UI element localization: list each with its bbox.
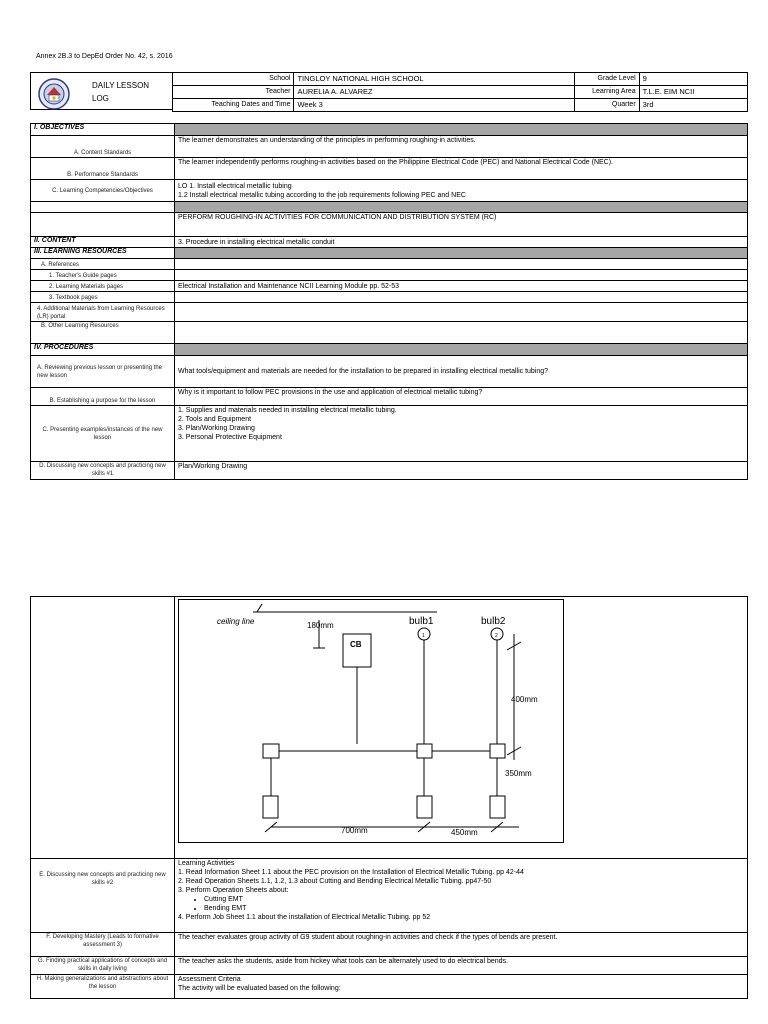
bulb2-number: 2 [495, 633, 498, 639]
outlet-left [263, 796, 278, 818]
presenting-item-4: 3. Personal Protective Equipment [178, 434, 282, 441]
tg-pages-label: 1. Teacher's Guide pages [31, 270, 175, 281]
grade-value: 9 [639, 73, 747, 86]
dim-350-label: 350mm [505, 769, 532, 778]
activity-4: 4. Perform Job Sheet 1.1 about the installation of Electrical Metallic Tubing. pp 52 [178, 914, 431, 921]
dim-180-label: 180mm [307, 621, 334, 630]
rc-text: PERFORM ROUGHING-IN ACTIVITIES FOR COMMUNICATION AND DISTRIBUTION SYSTEM (RC) [175, 213, 748, 237]
dim-450-label: 450mm [451, 828, 478, 837]
objectives-heading: I. OBJECTIVES [31, 124, 175, 136]
competencies-text [175, 180, 748, 202]
other-resources-label: B. Other Learning Resources [31, 322, 175, 344]
lesson-table [30, 123, 748, 480]
procedures-heading: IV. PROCEDURES [31, 344, 175, 356]
content-standards-label: A. Content Standards [31, 136, 175, 158]
bulb1-label: bulb1 [409, 616, 434, 627]
applications-text: The teacher asks the students, aside from hickey what tools can be alternately used to do electrical bends. [175, 957, 748, 975]
bulb2-label: bulb2 [481, 616, 506, 627]
content-heading: II. CONTENT [31, 237, 175, 248]
presenting-label: C. Presenting examples/instances of the new lesson [31, 406, 175, 462]
tg-pages-value [175, 270, 748, 281]
dates-value: Week 3 [294, 99, 574, 112]
resources-bar [175, 248, 748, 259]
header-table [172, 72, 748, 112]
presenting-item-3: 3. Plan/Working Drawing [178, 425, 255, 432]
discussing-1-label: D. Discussing new concepts and practicing new skills #1 [31, 462, 175, 480]
blank-label [31, 202, 175, 213]
area-label: Learning Area [574, 86, 639, 99]
teacher-value: AURELIA A. ALVAREZ [294, 86, 574, 99]
content-standards-text: The learner demonstrates an understanding of the principles in performing roughing-in activities. [175, 136, 748, 158]
assessment-criteria [175, 975, 748, 999]
operation-sheets-list [178, 895, 744, 913]
activity-3b: • Bending EMT [204, 904, 744, 913]
activity-3: 3. Perform Operation Sheets about: [178, 887, 289, 894]
lm-pages-label: 2. Learning Materials pages [31, 281, 175, 292]
lr-portal-value [175, 303, 748, 322]
deped-seal-icon [38, 78, 70, 110]
dim-400-label: 400mm [511, 695, 538, 704]
presenting-item-1: 1. Supplies and materials needed in installing electrical metallic tubing. [178, 407, 397, 414]
purpose-text: Why is it important to follow PEC provisions in the use and application of electrical metallic tubing? [175, 388, 748, 406]
textbook-pages-value [175, 292, 748, 303]
box-left [263, 744, 279, 758]
textbook-pages-label: 3. Textbook pages [31, 292, 175, 303]
dll-title [92, 79, 149, 105]
dll-title-line1: DAILY LESSON [92, 81, 150, 90]
blank-bar [175, 202, 748, 213]
teacher-label: Teacher [173, 86, 294, 99]
mastery-label: F. Developing Mastery (Leads to formative assessment 3) [31, 933, 175, 957]
annex-reference: Annex 2B.3 to DepEd Order No. 42, s. 2016 [36, 53, 173, 60]
activity-3a: • Cutting EMT [204, 895, 744, 904]
lm-pages-value: Electrical Installation and Maintenance NCII Learning Module pp. 52-53 [175, 281, 748, 292]
quarter-label: Quarter [574, 99, 639, 112]
outlet-middle [417, 796, 432, 818]
presenting-item-2: 2. Tools and Equipment [178, 416, 252, 423]
performance-standards-label: B. Performance Standards [31, 158, 175, 180]
competencies-line2: 1.2 Install electrical metallic tubing according to the job requirements following PEC and NEC [178, 191, 466, 199]
generalizations-label: H. Making generalizations and abstractions about the lesson [31, 975, 175, 999]
competencies-label: C. Learning Competencies/Objectives [31, 180, 175, 202]
area-value: T.L.E. EIM NCII [639, 86, 747, 99]
reviewing-label: A. Reviewing previous lesson or presenting the new lesson [31, 356, 175, 388]
resources-heading: III. LEARNING RESOURCES [31, 248, 175, 259]
dim-700-label: 700mm [341, 826, 368, 835]
lr-portal-label: 4. Additional Materials from Learning Resources (LR) portal [31, 303, 175, 322]
working-drawing-svg [179, 600, 562, 841]
applications-label: G. Finding practical applications of concepts and skills in daily living [31, 957, 175, 975]
working-drawing [178, 599, 564, 843]
quarter-value: 3rd [639, 99, 747, 112]
box-middle [417, 744, 432, 758]
activities-title: Learning Activities [178, 860, 235, 867]
discussing-2-label: E. Discussing new concepts and practicing new skills #2 [31, 859, 175, 933]
performance-standards-text: The learner independently performs roughing-in activities based on the Philippine Electrical Code (PEC) and National Electrical Code (NEC). [175, 158, 748, 180]
bulb1-number: 1 [422, 633, 425, 639]
competencies-line1: LO 1. Install electrical metallic tubing [178, 182, 292, 190]
content-text: 3. Procedure in installing electrical metallic conduit [175, 237, 748, 248]
mastery-text: The teacher evaluates group activity of G9 student about roughing-in activities and check if the types of bends are present. [175, 933, 748, 957]
school-label: School [173, 73, 294, 86]
activity-2: 2. Read Operation Sheets 1.1, 1.2, 1.3 about Cutting and Bending Electrical Metallic Tubing. pp47-50 [178, 878, 492, 885]
discussing-1-text: Plan/Working Drawing [175, 462, 748, 480]
rc-label [31, 213, 175, 237]
cb-label: CB [350, 640, 362, 649]
box-right [490, 744, 505, 758]
outlet-right [490, 796, 505, 818]
references-value [175, 259, 748, 270]
dll-title-line2: LOG [92, 94, 109, 103]
grade-label: Grade Level [574, 73, 639, 86]
assessment-line2: The activity will be evaluated based on the following: [178, 985, 341, 992]
diagram-label-cell [31, 597, 175, 859]
presenting-list [175, 406, 748, 462]
other-resources-value [175, 322, 748, 344]
assessment-line1: Assessment Criteria [178, 976, 241, 983]
purpose-label: B. Establishing a purpose for the lesson [31, 388, 175, 406]
activity-1: 1. Read Information Sheet 1.1 about the PEC provision on the Installation of Electrical Metallic Tubing. pp 42-44 [178, 869, 524, 876]
learning-activities [175, 859, 748, 933]
school-value: TINGLOY NATIONAL HIGH SCHOOL [294, 73, 574, 86]
objectives-bar [175, 124, 748, 136]
reviewing-text: What tools/equipment and materials are needed for the installation to be prepared in installing electrical metallic tubing? [175, 356, 748, 388]
cb-box [343, 634, 371, 667]
references-label: A. References [31, 259, 175, 270]
ceiling-label: ceiling line [217, 617, 255, 626]
procedures-bar [175, 344, 748, 356]
ceiling-tick [257, 604, 262, 612]
dates-label: Teaching Dates and Time [173, 99, 294, 112]
